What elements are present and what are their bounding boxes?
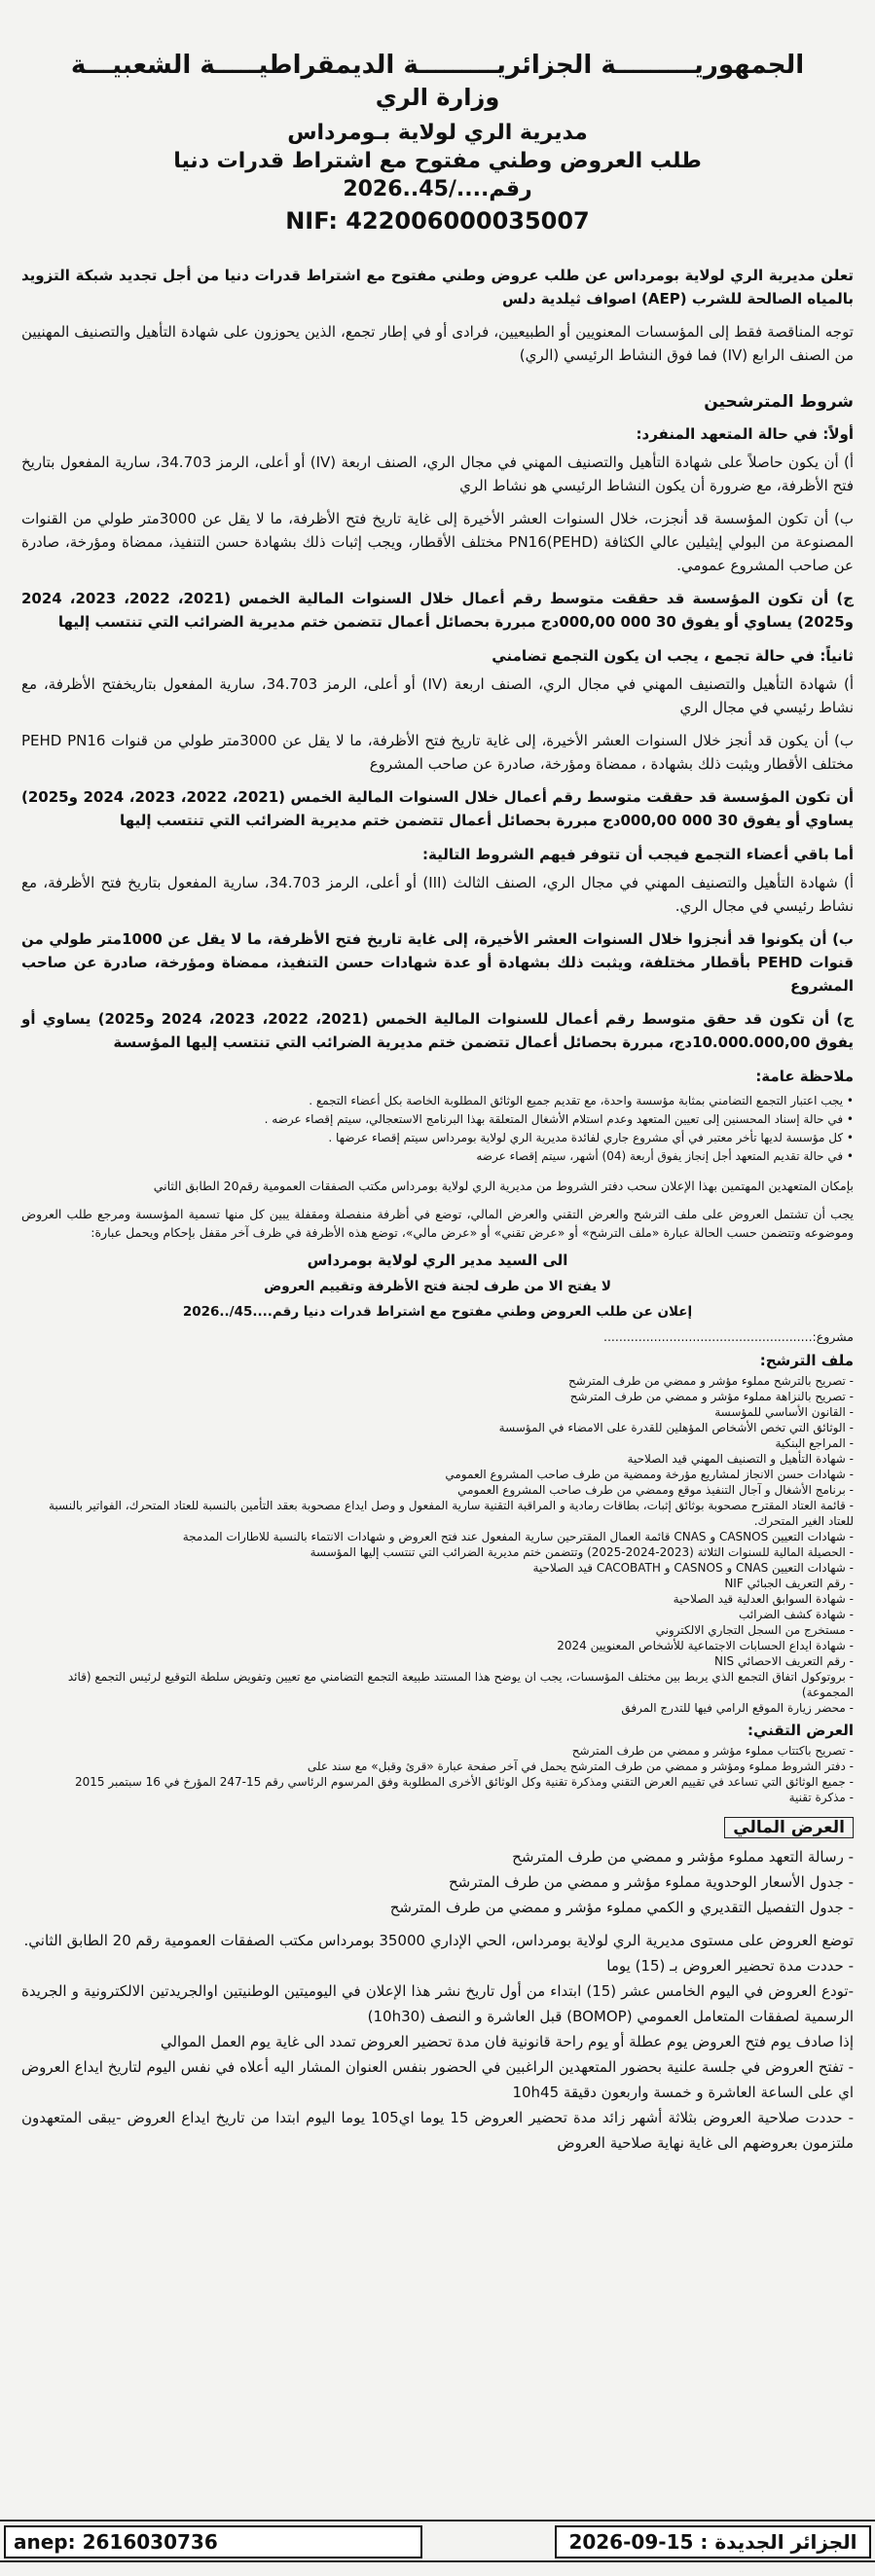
general-notes-title: ملاحظة عامة:: [755, 1068, 854, 1085]
closing-paragraph-4: إذا صادف يوم فتح العروض يوم عطلة أو يوم راحة قانونية فان مدة تحضير العروض تمدد الى غاية يوم العمل الموالي: [160, 2033, 854, 2050]
anep-reference: anep: 2616030736: [4, 2525, 422, 2558]
republic-title: الجمهوريـــــــــة الجزائريـــــــــة الديمقراطيـــــة الشعبيـــة: [70, 51, 805, 80]
candidature-item: - تصريح بالترشح مملوء مؤشر و ممضي من طرف المترشح: [567, 1374, 854, 1388]
general-note-2: • في حالة إسناد المحسنين إلى تعيين المتعهد وعدم استلام الأشغال المتعلقة بهذا البرنامج الاستعجالي، سيتم إقصاء عرضه .: [264, 1112, 854, 1126]
candidature-item: - برنامج الأشغال و آجال التنفيذ موقع وممضي من طرف صاحب المشروع العمومي: [457, 1483, 854, 1497]
financial-list: [21, 1844, 854, 1920]
technical-item: - دفتر الشروط مملوء ومؤشر و ممضي من طرف المترشح يحمل في آخر صفحة عبارة «قرئ وقبل» مع سند على: [307, 1760, 854, 1773]
nif-number: NIF: 422006000035007: [285, 207, 590, 235]
submission-paragraph-2: يجب أن تشتمل العروض على ملف الترشح والعرض التقني والعرض المالي، توضع في أظرفة منفصلة ومقفلة يبين كل منها تسمية المؤسسة ومرجع طلب العروض وموضوعه وتتضمن حسب الحالة عبارة «ملف الترشح» أو «عرض تقني» أو «عرض مالي»، توضع هذه الأظرفة في ظرف آخر مقفل بإحكام ويحمل عبارة:: [21, 1207, 854, 1240]
newspaper-date: الجزائر الجديدة : 15-09-2026: [555, 2525, 871, 2558]
group-condition-a: أ) شهادة التأهيل والتصنيف المهني في مجال الري، الصنف اربعة (IV) أو أعلى، الرمز 34.703، سارية المفعول بتاريخفتح الأظرفة، مع نشاط رئيسي في مجال الري: [21, 675, 855, 716]
document-header: [21, 51, 854, 235]
tender-title: طلب العروض وطني مفتوح مع اشتراط قدرات دنيا: [173, 149, 702, 173]
candidature-item: - رقم التعريف الاحصائي NIS: [713, 1654, 854, 1668]
candidature-item: - شهادات التعيين CNAS و CASNOS و CACOBATH قيد الصلاحية: [532, 1561, 854, 1575]
general-note-3: • كل مؤسسة لديها تأخر معتبر في أي مشروع جاري لفائدة مديرية الري لولاية بومرداس سيتم إقصاء عرضها .: [328, 1131, 854, 1144]
single-condition-c: ج) أن تكون المؤسسة قد حققت متوسط رقم أعمال خلال السنوات المالية الخمس (2021، 2022، 2023، 2024 و2025) يساوي أو يفوق 30 000 000,00دج مبررة بحصائل أعمال تتضمن ختم مديرية الضرائب التي تنتسب إليها: [21, 590, 855, 631]
envelope-line-1: الى السيد مدير الري لولاية بومرداس: [307, 1252, 568, 1269]
financial-item: - جدول الأسعار الوحدوية مملوء مؤشر و ممضي من طرف المترشح: [448, 1873, 854, 1891]
technical-item: - تصريح باكتتاب مملوء مؤشر و ممضي من طرف المترشح: [571, 1744, 854, 1758]
members-condition-b: ب) أن يكونوا قد أنجزوا خلال السنوات العشر الأخيرة، إلى غاية تاريخ فتح الأظرفة، ما لا يقل عن 1000متر طولي من قنوات PEHD بأقطار مختلفة، ويثبت ذلك بشهادة أو عدة شهادات حسن التنفيذ، ممضاة ومؤرخة، صادرة عن صاحب المشروع: [21, 930, 854, 995]
envelope-line-2: لا يفتح الا من طرف لجنة فتح الأظرفة وتقييم العروض: [264, 1279, 611, 1294]
group-condition-c: أن تكون المؤسسة قد حققت متوسط رقم أعمال خلال السنوات المالية الخمس (2021، 2022، 2023، 2024 و2025) يساوي أو يفوق 30 000 000,00دج مبررة بحصائل أعمال تتضمن ختم مديرية الضرائب التي تنتسب إليها: [21, 788, 855, 829]
general-note-4: • في حالة تقديم المتعهد أجل إنجاز يفوق أربعة (04) أشهر، سيتم إقصاء عرضه: [476, 1149, 854, 1163]
technical-item: - مذكرة تقنية: [788, 1791, 854, 1804]
candidature-title: ملف الترشح:: [759, 1352, 854, 1369]
candidature-item: - الوثائق التي تخص الأشخاص المؤهلين للقدرة على الامضاء في المؤسسة: [498, 1421, 854, 1434]
single-condition-a: أ) أن يكون حاصلاً على شهادة التأهيل والتصنيف المهني في مجال الري، الصنف اربعة (IV) أو أعلى، الرمز 34.703، سارية المفعول بتاريخ فتح الأظرفة، مع ضرورة أن يكون النشاط الرئيسي هو نشاط الري: [21, 454, 855, 494]
tender-number: رقم..../45..2026: [343, 177, 532, 201]
technical-list: [21, 1743, 854, 1805]
envelope-line-3: إعلان عن طلب العروض وطني مفتوح مع اشتراط قدرات دنيا رقم....45/..2026: [182, 1304, 693, 1320]
technical-item: - جميع الوثائق التي تساعد في تقييم العرض التقني ومذكرة تقنية وكل الوثائق الأخرى المطلوبة وفق المرسوم الرئاسي رقم 15-247 المؤرخ في 16 سبتمبر 2015: [74, 1775, 854, 1789]
members-title: أما باقي أعضاء التجمع فيجب أن تتوفر فيهم الشروط التالية:: [422, 846, 854, 863]
financial-item: - جدول التفصيل التقديري و الكمي مملوء مؤشر و ممضي من طرف المترشح: [389, 1899, 854, 1916]
candidature-item: - مستخرج من السجل التجاري الالكتروني: [655, 1623, 854, 1637]
directorate-title: مديرية الري لولاية بـومرداس: [287, 121, 588, 145]
closing-paragraph-3: -تودع العروض في اليوم الخامس عشر (15) ابتداء من أول تاريخ نشر هذا الإعلان في اليوميتين الوطنيتين اوالجريدتين الالكترونية و الجريدة الرسمية لصفقات المتعامل العمومي (BOMOP) قبل العاشرة و النصف (10h30): [21, 1982, 854, 2025]
conditions-title: شروط المترشحين: [704, 392, 854, 412]
single-bidder-title: أولاً: في حالة المتعهد المنفرد:: [636, 425, 854, 443]
closing-paragraph-6: - حددت صلاحية العروض بثلاثة أشهر زائد مدة تحضير العروض 15 يوما اي105 يوما اليوم ابتدا من تاريخ ايداع العروض -يبقى المتعهدون ملتزمون بعروضهم الى غاية نهاية صلاحية العروض: [21, 2109, 854, 2152]
group-title: ثانياً: في حالة تجمع ، يجب ان يكون التجمع تضامني: [492, 647, 854, 665]
single-condition-b: ب) أن تكون المؤسسة قد أنجزت، خلال السنوات العشر الأخيرة إلى غاية تاريخ فتح الأظرفة، ما لا يقل عن 3000متر طولي من القنوات المصنوعة من البولي إيثيلين عالي الكثافة (PEHD)PN16 مختلف الأقطار، ويجب إثبات ذلك بشهادة حسن التنفيذ، ممضاة ومؤرخة، صادرة عن صاحب المشروع عمومي.: [21, 510, 854, 574]
financial-title: العرض المالي: [724, 1817, 854, 1838]
general-note-1: • يجب اعتبار التجمع التضامني بمثابة مؤسسة واحدة، مع تقديم جميع الوثائق المطلوبة الخاصة بكل أعضاء التجمع .: [309, 1094, 854, 1107]
candidature-item: - القانون الأساسي للمؤسسة: [714, 1405, 854, 1419]
members-condition-a: أ) شهادة التأهيل والتصنيف المهني في مجال الري، الصنف الثالث (III) أو أعلى، الرمز 34.703، سارية المفعول بتاريخ فتح الأظرفة، مع نشاط رئيسي في مجال الري.: [21, 874, 854, 915]
candidature-list: [21, 1373, 854, 1716]
group-condition-b: ب) أن يكون قد أنجز خلال السنوات العشر الأخيرة، إلى غاية تاريخ فتح الأظرفة، ما لا يقل عن 3000متر طولي من قنوات PEHD PN16 مختلف الأقطار ويثبت ذلك بشهادة ، ممضاة ومؤرخة، صادرة عن صاحب المشروع: [21, 732, 854, 773]
closing-paragraph-5: - تفتح العروض في جلسة علنية بحضور المتعهدين الراغبين في الحضور بنفس العنوان المشار اليه أعلاه في نفس اليوم لتاريخ ايداع العروض اي على الساعة العاشرة و خمسة واربعون دقيقة 10h45: [21, 2058, 854, 2101]
candidature-item: - شهادة ايداع الحسابات الاجتماعية للأشخاص المعنويين 2024: [557, 1639, 854, 1652]
submission-paragraph-1: بإمكان المتعهدين المهتمين بهذا الإعلان سحب دفتر الشروط من مديرية الري لولاية بومرداس مكتب الصفقات العمومية رقم20 الطابق الثاني: [153, 1179, 854, 1193]
candidature-item: - تصريح بالنزاهة مملوء مؤشر و ممضي من طرف المترشح: [569, 1390, 854, 1403]
intro-paragraph: تعلن مديرية الري لولاية بومرداس عن طلب عروض وطني مفتوح مع اشتراط قدرات دنيا من أجل تجديد شبكة التزويد بالمياه الصالحة للشرب (AEP) اصواف ثيلدية دلس: [21, 267, 854, 308]
candidature-item: - بروتوكول اتفاق التجمع الذي يربط بين مختلف المؤسسات، يجب ان يوضح هذا المستند طبيعة التجمع التضامني مع تعيين وتفويض سلطة التوقيع لرئيس التجمع (قائد المجموعة): [67, 1670, 854, 1699]
candidature-item: - الحصيلة المالية للسنوات الثلاثة (2023-2024-2025) وتتضمن ختم مديرية الضرائب التي تنتسب إليها المؤسسة: [310, 1545, 854, 1559]
closing-paragraph-2: - حددت مدة تحضير العروض بـ (15) يوما: [606, 1957, 854, 1975]
ministry-title: وزارة الري: [375, 84, 500, 111]
financial-item: - رسالة التعهد مملوء مؤشر و ممضي من طرف المترشح: [512, 1848, 854, 1866]
members-condition-c: ج) أن تكون قد حقق متوسط رقم أعمال للسنوات المالية الخمس (2021، 2022، 2023، 2024 و2025) يساوي أو يفوق 10.000.000,00دج، مبررة بحصائل أعمال تتضمن ختم مديرية الضرائب التي تنتسب إليها المؤسسة: [21, 1010, 855, 1051]
candidature-item: - شهادة السوابق العدلية قيد الصلاحية: [673, 1592, 854, 1606]
eligibility-paragraph: توجه المناقصة فقط إلى المؤسسات المعنويين أو الطبيعيين، فرادى أو في إطار تجمع، الذين يحوزون على شهادة التأهيل والتصنيف المهنيين من الصنف الرابع (IV) فما فوق النشاط الرئيسي (الري): [21, 323, 854, 364]
footer-bar: [0, 2520, 875, 2562]
candidature-item: - شهادة التأهيل و التصنيف المهني قيد الصلاحية: [627, 1452, 854, 1466]
candidature-item: - شهادات حسن الانجاز لمشاريع مؤرخة وممضية من طرف صاحب المشروع العمومي: [445, 1468, 854, 1481]
technical-title: العرض التقني:: [747, 1722, 854, 1739]
project-line: مشروع:......................................................: [602, 1329, 854, 1344]
candidature-item: - محضر زيارة الموقع الرامي فيها للتدرج المرفق: [621, 1701, 854, 1715]
candidature-item: - رقم التعريف الجبائي NIF: [724, 1577, 854, 1590]
candidature-item: - شهادة كشف الضرائب: [739, 1608, 854, 1621]
candidature-item: - المراجع البنكية: [775, 1436, 854, 1450]
closing-paragraph-1: توضع العروض على مستوى مديرية الري لولاية بومرداس، الحي الإداري 35000 بومرداس مكتب الصفقات العمومية رقم 20 الطابق الثاني.: [23, 1932, 854, 1949]
candidature-item: - قائمة العتاد المقترح مصحوبة بوثائق إثبات، بطاقات رمادية و المراقبة التقنية سارية المفعول و وصل ايداع مصحوبة بعقد التأمين بالنسبة للعتاد المتحرك، الفواتير بالنسبة للعتاد الغير المتحرك.: [48, 1499, 854, 1528]
candidature-item: - شهادات التعيين CASNOS و CNAS قائمة العمال المقترحين سارية المفعول عند فتح العروض و شهادات الانتماء بالنسبة للاطارات المدمجة: [182, 1530, 854, 1543]
